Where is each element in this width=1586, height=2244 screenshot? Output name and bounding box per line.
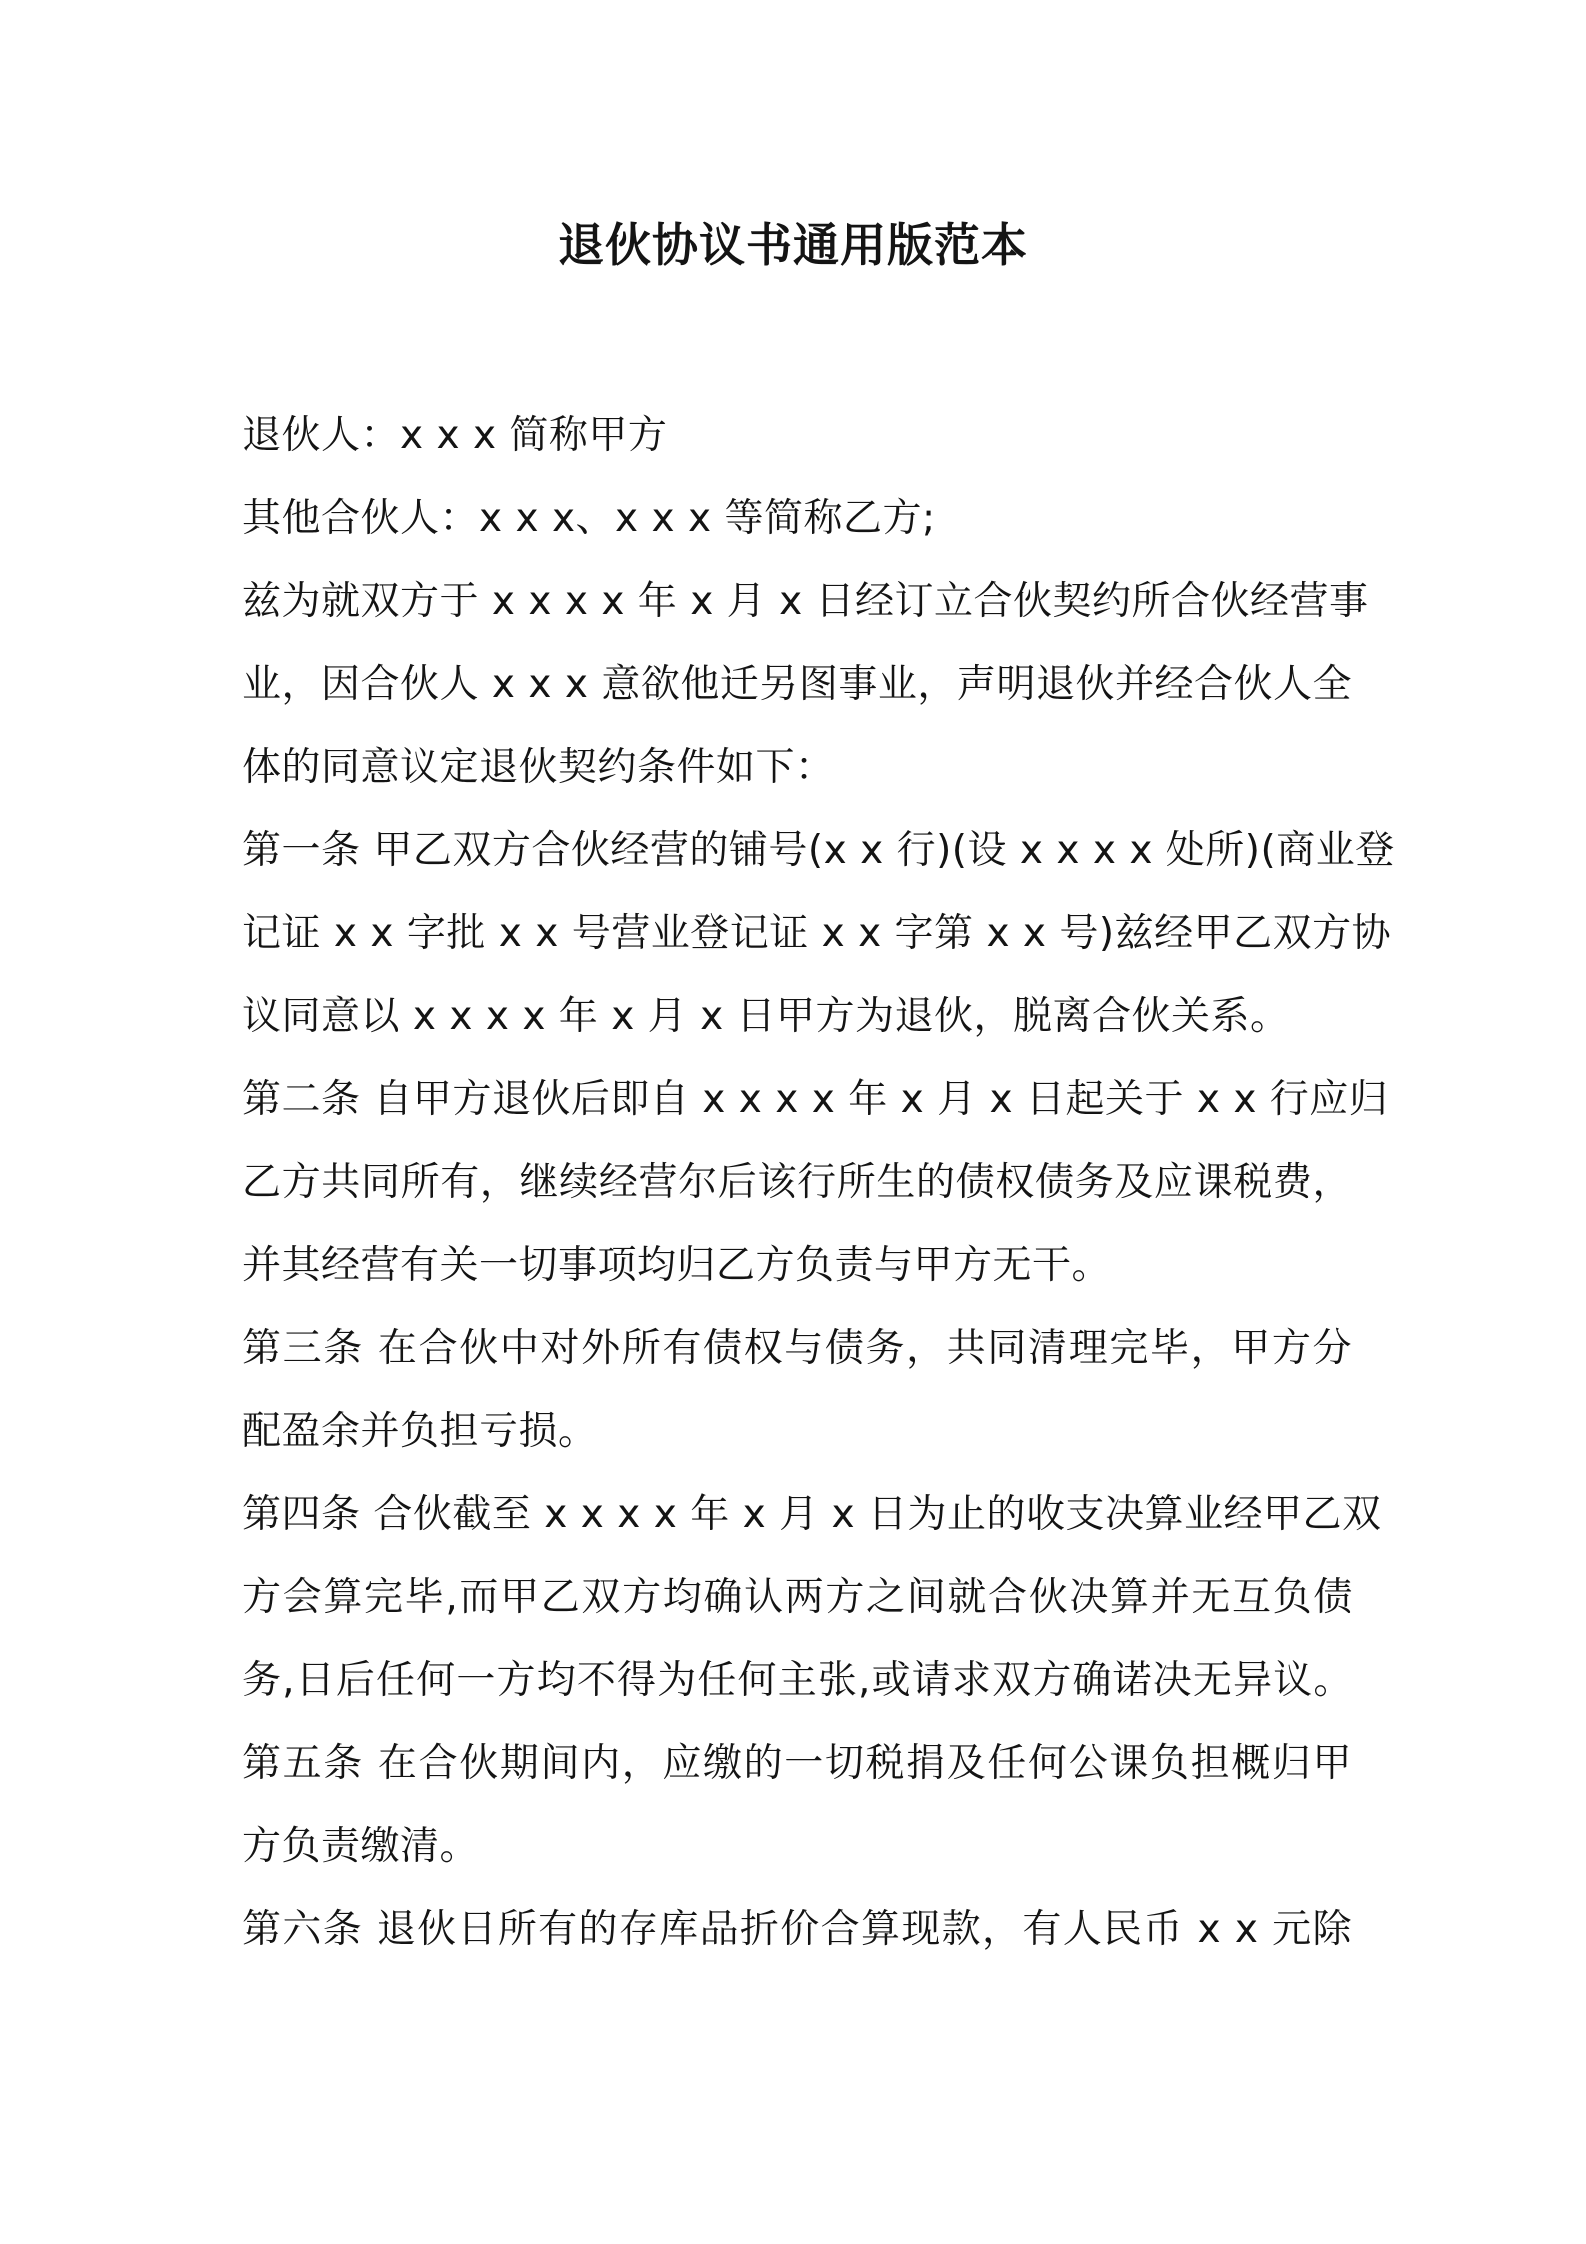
article-1-line: 记证 x x 字批 x x 号营业登记证 x x 字第 x x 号)兹经甲乙双方协 <box>242 911 1392 956</box>
article-4-line: 第四条 合伙截至 x x x x 年 x 月 x 日为止的收支决算业经甲乙双 <box>242 1492 1382 1537</box>
preamble-line: 兹为就双方于 x x x x 年 x 月 x 日经订立合伙契约所合伙经营事 <box>242 579 1369 624</box>
article-1-line: 第一条 甲乙双方合伙经营的铺号(x x 行)(设 x x x x 处所)(商业登 <box>242 828 1395 873</box>
document-body <box>242 394 1395 1971</box>
article-5-line: 第五条 在合伙期间内，应缴的一切税捐及任何公课负担概归甲 <box>242 1741 1352 1786</box>
article-4-line: 务,日后任何一方均不得为任何主张,或请求双方确诺决无异议。 <box>242 1658 1352 1703</box>
article-3-line: 配盈余并负担亏损。 <box>242 1409 598 1454</box>
article-6-line: 第六条 退伙日所有的存库品折价合算现款，有人民币 x x 元除 <box>242 1907 1352 1952</box>
article-2-line: 并其经营有关一切事项均归乙方负责与甲方无干。 <box>242 1243 1112 1288</box>
article-1-line: 议同意以 x x x x 年 x 月 x 日甲方为退伙，脱离合伙关系。 <box>242 994 1290 1039</box>
article-3-line: 第三条 在合伙中对外所有债权与债务，共同清理完毕，甲方分 <box>242 1326 1352 1371</box>
document-title: 退伙协议书通用版范本 <box>558 218 1028 272</box>
article-2-line: 乙方共同所有，继续经营尔后该行所生的债权债务及应课税费， <box>242 1160 1352 1205</box>
article-5-line: 方负责缴清。 <box>242 1824 480 1869</box>
preamble-line: 体的同意议定退伙契约条件如下： <box>242 745 835 790</box>
party-b-line: 其他合伙人：x x x、x x x 等简称乙方; <box>242 496 936 541</box>
article-4-line: 方会算完毕,而甲乙双方均确认两方之间就合伙决算并无互负债 <box>242 1575 1352 1620</box>
article-2-line: 第二条 自甲方退伙后即自 x x x x 年 x 月 x 日起关于 x x 行应归 <box>242 1077 1389 1122</box>
party-a-line: 退伙人：x x x 简称甲方 <box>242 413 668 458</box>
preamble-line: 业，因合伙人 x x x 意欲他迁另图事业，声明退伙并经合伙人全 <box>242 662 1352 707</box>
